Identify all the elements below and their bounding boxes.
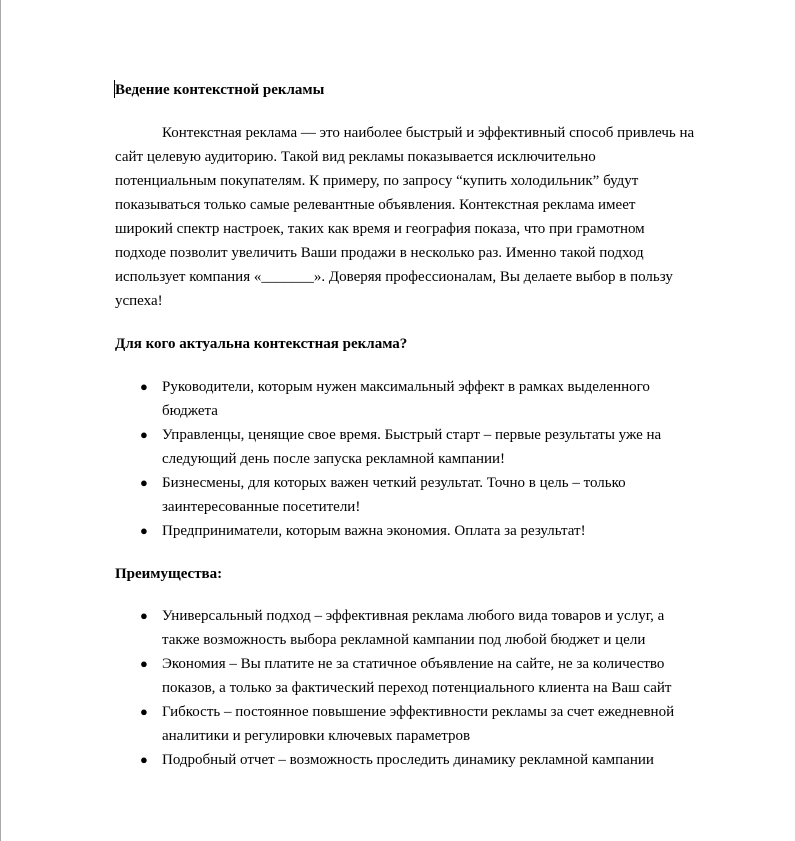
intro-paragraph <box>115 121 745 313</box>
paragraph-line: подходе позволит увеличить Ваши продажи в несколько раз. Именно такой подход <box>115 245 644 261</box>
bullet-icon: ● <box>140 608 148 623</box>
heading-target-audience: Для кого актуальна контекстная реклама? <box>115 336 408 352</box>
paragraph-line: широкий спектр настроек, таких как время и география показа, что при грамотном <box>115 221 645 237</box>
bullet-icon: ● <box>140 523 148 538</box>
paragraph-line: сайт целевую аудиторию. Такой вид рекламы показывается исключительно <box>115 149 596 165</box>
list-item <box>1 700 795 748</box>
advantages-list <box>1 604 795 772</box>
list-item <box>1 748 795 772</box>
bullet-icon: ● <box>140 475 148 490</box>
list-item-line: заинтересованные посетители! <box>162 499 361 515</box>
list-item-line: Бизнесмены, для которых важен четкий результат. Точно в цель – только <box>162 475 626 491</box>
list-item-line: бюджета <box>162 403 218 419</box>
bullet-icon: ● <box>140 656 148 671</box>
list-item-line: Предприниматели, которым важна экономия. Оплата за результат! <box>162 523 586 539</box>
list-item-line: показов, а только за фактический переход потенциального клиента на Ваш сайт <box>162 680 672 696</box>
audience-list <box>1 375 795 543</box>
list-item-line: Руководители, которым нужен максимальный эффект в рамках выделенного <box>162 379 650 395</box>
list-item-line: Гибкость – постоянное повышение эффективности рекламы за счет ежедневной <box>162 704 675 720</box>
paragraph-line: показываться только самые релевантные объявления. Контекстная реклама имеет <box>115 197 636 213</box>
bullet-icon: ● <box>140 379 148 394</box>
list-item-line: Управленцы, ценящие свое время. Быстрый старт – первые результаты уже на <box>162 427 662 443</box>
list-item-line: Подробный отчет – возможность проследить динамику рекламной кампании <box>162 752 654 768</box>
list-item-line: Экономия – Вы платите не за статичное объявление на сайте, не за количество <box>162 656 665 672</box>
list-item <box>1 375 795 423</box>
bullet-icon: ● <box>140 752 148 767</box>
paragraph-line: потенциальным покупателям. К примеру, по запросу “купить холодильник” будут <box>115 173 639 189</box>
list-item-line: аналитики и регулировки ключевых параметров <box>162 728 471 744</box>
bullet-icon: ● <box>140 427 148 442</box>
list-item <box>1 423 795 471</box>
bullet-icon: ● <box>140 704 148 719</box>
list-item <box>1 604 795 652</box>
list-item <box>1 652 795 700</box>
list-item-line: Универсальный подход – эффективная реклама любого вида товаров и услуг, а <box>162 608 665 624</box>
list-item-line: также возможность выбора рекламной кампании под любой бюджет и цели <box>162 632 646 648</box>
paragraph-line: использует компания «_______». Доверяя профессионалам, Вы делаете выбор в пользу <box>115 269 673 285</box>
paragraph-line: Контекстная реклама — это наиболее быстрый и эффективный способ привлечь на <box>162 125 695 141</box>
heading-advantages: Преимущества: <box>115 566 223 582</box>
heading-contextual-ads: Ведение контекстной рекламы <box>115 82 325 98</box>
list-item <box>1 519 795 543</box>
list-item-line: следующий день после запуска рекламной кампании! <box>162 451 506 467</box>
list-item <box>1 471 795 519</box>
paragraph-line: успеха! <box>115 293 163 309</box>
